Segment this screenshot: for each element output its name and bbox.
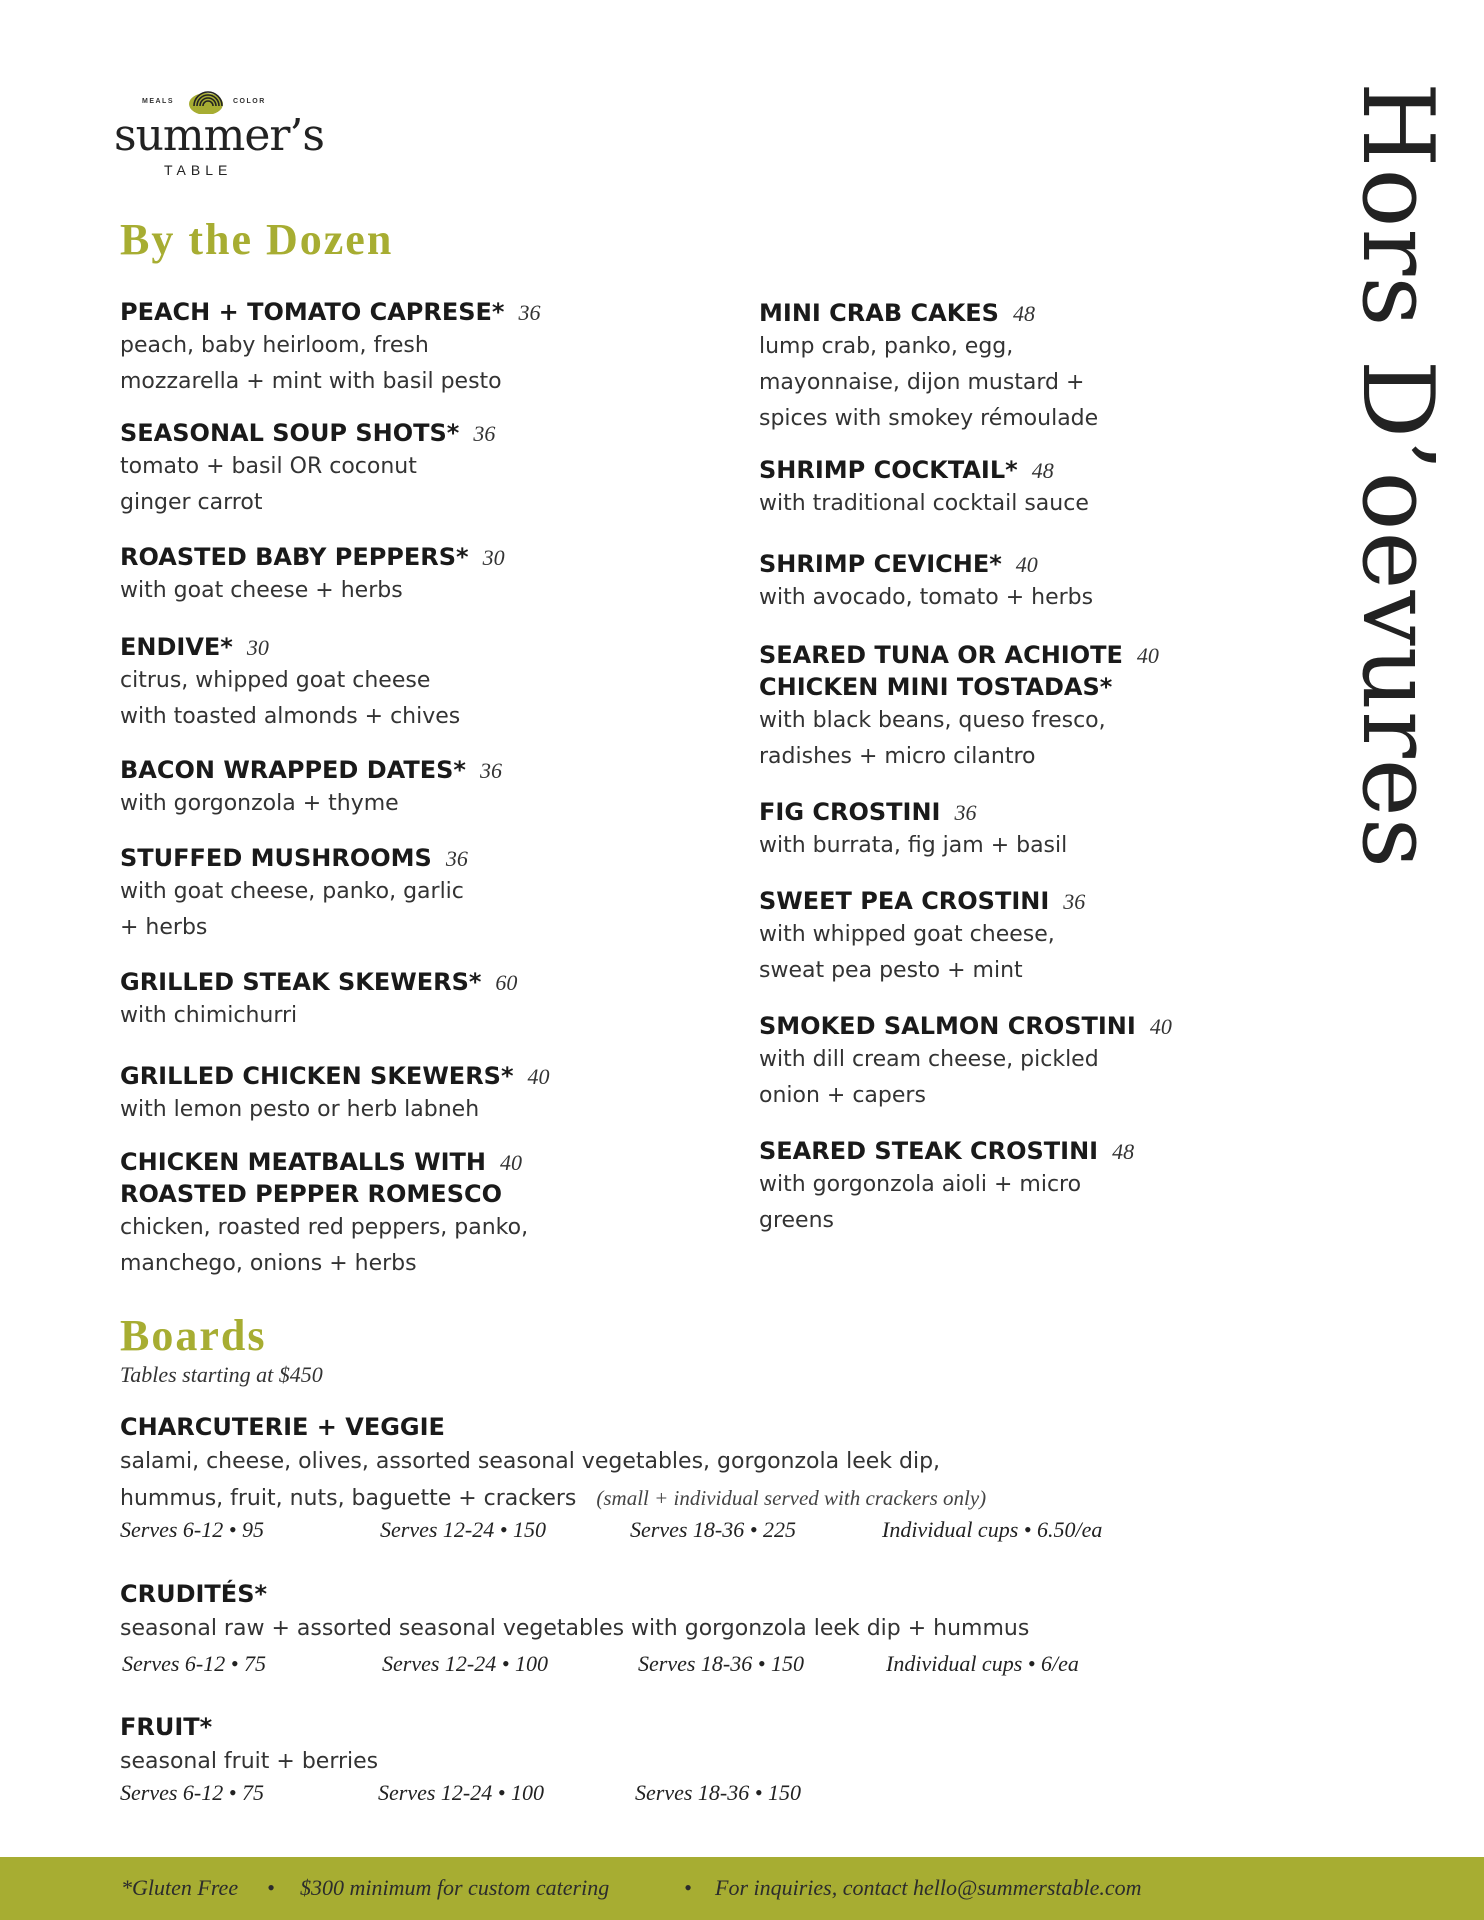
board-item [120, 1710, 1220, 1816]
menu-item [120, 541, 720, 609]
page-title: Hors D’oevures [1340, 82, 1454, 870]
item-desc: with black beans, queso fresco, [759, 708, 1106, 733]
footer-gluten-free: *Gluten Free [121, 1875, 239, 1900]
item-name: SHRIMP COCKTAIL* [759, 456, 1018, 484]
menu-item [759, 639, 1359, 775]
serves-option: Serves 18-36 • 150 [638, 1651, 804, 1676]
boards-subtitle: Tables starting at $450 [120, 1362, 323, 1387]
item-name: STUFFED MUSHROOMS [120, 844, 432, 872]
menu-item [120, 966, 720, 1034]
item-desc: onion + capers [759, 1083, 926, 1108]
menu-item [759, 796, 1359, 864]
board-desc: salami, cheese, olives, assorted seasonal vegetables, gorgonzola leek dip, [120, 1449, 941, 1474]
footer-minimum: $300 minimum for custom catering [300, 1875, 610, 1900]
logo-wordmark: summer’s [114, 110, 325, 161]
item-desc: with dill cream cheese, pickled [759, 1047, 1099, 1072]
item-name: SWEET PEA CROSTINI [759, 887, 1050, 915]
footer-bar [0, 1857, 1484, 1920]
brand-logo [112, 84, 325, 184]
item-price: 40 [1015, 552, 1038, 577]
item-price: 40 [500, 1150, 522, 1175]
item-desc: mayonnaise, dijon mustard + [759, 370, 1085, 395]
item-desc: with traditional cocktail sauce [759, 491, 1089, 516]
item-price: 30 [246, 635, 269, 660]
item-name: GRILLED CHICKEN SKEWERS* [120, 1062, 514, 1090]
item-desc: with toasted almonds + chives [120, 704, 461, 729]
item-name: GRILLED STEAK SKEWERS* [120, 968, 482, 996]
board-note: (small + individual served with crackers only) [596, 1486, 987, 1510]
item-name: MINI CRAB CAKES [759, 299, 999, 327]
footer-separator: • [684, 1875, 692, 1900]
item-name: SMOKED SALMON CROSTINI [759, 1012, 1136, 1040]
item-desc: greens [759, 1208, 835, 1233]
menu-item [759, 454, 1359, 522]
item-desc: mozzarella + mint with basil pesto [120, 369, 502, 394]
item-desc: with lemon pesto or herb labneh [120, 1097, 480, 1122]
board-desc: seasonal fruit + berries [120, 1749, 379, 1774]
footer-separator: • [267, 1875, 275, 1900]
item-price: 48 [1012, 301, 1035, 326]
item-name: BACON WRAPPED DATES* [120, 756, 466, 784]
serves-row [120, 1517, 1220, 1553]
item-price: 48 [1112, 1139, 1135, 1164]
item-desc: with gorgonzola + thyme [120, 791, 399, 816]
item-desc: spices with smokey rémoulade [759, 406, 1099, 431]
item-price: 40 [1149, 1014, 1172, 1039]
item-desc: radishes + micro cilantro [759, 744, 1036, 769]
item-desc: tomato + basil OR coconut [120, 454, 417, 479]
logo-subtitle: TABLE [164, 162, 233, 178]
board-item [120, 1410, 1220, 1553]
item-name: SEARED TUNA OR ACHIOTE [759, 641, 1123, 669]
serves-option: Serves 12-24 • 100 [382, 1651, 548, 1676]
serves-option: Serves 6-12 • 75 [120, 1780, 264, 1805]
serves-option: Serves 18-36 • 225 [630, 1517, 796, 1542]
menu-item [759, 1135, 1359, 1239]
item-desc: with goat cheese + herbs [120, 578, 403, 603]
item-desc: ginger carrot [120, 490, 263, 515]
item-desc: with chimichurri [120, 1003, 298, 1028]
menu-item [759, 885, 1359, 989]
serves-option: Serves 12-24 • 100 [378, 1780, 544, 1805]
item-price: 36 [445, 846, 468, 871]
item-price: 60 [495, 970, 518, 995]
menu-item [759, 1010, 1359, 1114]
item-desc: with avocado, tomato + herbs [759, 585, 1094, 610]
serves-row [120, 1651, 1220, 1687]
item-name: SHRIMP CEVICHE* [759, 550, 1002, 578]
item-price: 40 [527, 1064, 550, 1089]
serves-option: Serves 6-12 • 95 [120, 1517, 264, 1542]
item-price: 36 [479, 758, 502, 783]
board-desc: hummus, fruit, nuts, baguette + crackers [120, 1486, 577, 1511]
item-name-line2: CHICKEN MINI TOSTADAS* [759, 673, 1113, 701]
serves-option: Serves 12-24 • 150 [380, 1517, 546, 1542]
item-desc: with gorgonzola aioli + micro [759, 1172, 1082, 1197]
item-name: FIG CROSTINI [759, 798, 941, 826]
item-name: PEACH + TOMATO CAPRESE* [120, 298, 505, 326]
item-name-line2: ROASTED PEPPER ROMESCO [120, 1180, 502, 1208]
item-desc: + herbs [120, 915, 208, 940]
menu-item [120, 754, 720, 822]
board-item [120, 1577, 1220, 1687]
board-name: CRUDITÉS* [120, 1580, 268, 1608]
item-name: ENDIVE* [120, 633, 233, 661]
item-price: 36 [1063, 889, 1086, 914]
item-name: SEASONAL SOUP SHOTS* [120, 419, 460, 447]
item-price: 40 [1136, 643, 1159, 668]
menu-item [759, 548, 1359, 616]
section-title-boards: Boards [120, 1311, 267, 1360]
item-desc: peach, baby heirloom, fresh [120, 333, 429, 358]
board-name: FRUIT* [120, 1713, 213, 1741]
item-name: ROASTED BABY PEPPERS* [120, 543, 469, 571]
item-price: 48 [1031, 458, 1054, 483]
serves-option: Individual cups • 6.50/ea [882, 1517, 1103, 1542]
menu-item [120, 1060, 720, 1128]
item-desc: with whipped goat cheese, [759, 922, 1055, 947]
serves-row [120, 1780, 1220, 1816]
serves-option: Serves 18-36 • 150 [635, 1780, 801, 1805]
item-desc: manchego, onions + herbs [120, 1251, 417, 1276]
menu-item [120, 842, 720, 946]
item-price: 36 [518, 300, 541, 325]
menu-item [120, 631, 720, 735]
logo-tag-right: COLOR [233, 98, 266, 105]
item-price: 30 [482, 545, 505, 570]
item-price: 36 [473, 421, 496, 446]
item-desc: sweat pea pesto + mint [759, 958, 1023, 983]
serves-option: Serves 6-12 • 75 [122, 1651, 266, 1676]
menu-item [759, 297, 1359, 437]
item-desc: lump crab, panko, egg, [759, 334, 1014, 359]
menu-item [120, 1146, 720, 1282]
section-title-dozen: By the Dozen [120, 215, 394, 264]
item-price: 36 [954, 800, 977, 825]
menu-item [120, 296, 720, 400]
item-desc: chicken, roasted red peppers, panko, [120, 1215, 529, 1240]
item-name: CHICKEN MEATBALLS WITH [120, 1148, 486, 1176]
board-desc: seasonal raw + assorted seasonal vegetables with gorgonzola leek dip + hummus [120, 1616, 1030, 1641]
item-desc: with goat cheese, panko, garlic [120, 879, 464, 904]
item-desc: with burrata, fig jam + basil [759, 833, 1068, 858]
item-desc: citrus, whipped goat cheese [120, 668, 431, 693]
logo-tag-left: MEALS [142, 98, 174, 105]
footer-contact: For inquiries, contact hello@summerstable.com [715, 1875, 1142, 1900]
serves-option: Individual cups • 6/ea [886, 1651, 1079, 1676]
board-name: CHARCUTERIE + VEGGIE [120, 1413, 445, 1441]
menu-item [120, 417, 720, 521]
item-name: SEARED STEAK CROSTINI [759, 1137, 1099, 1165]
